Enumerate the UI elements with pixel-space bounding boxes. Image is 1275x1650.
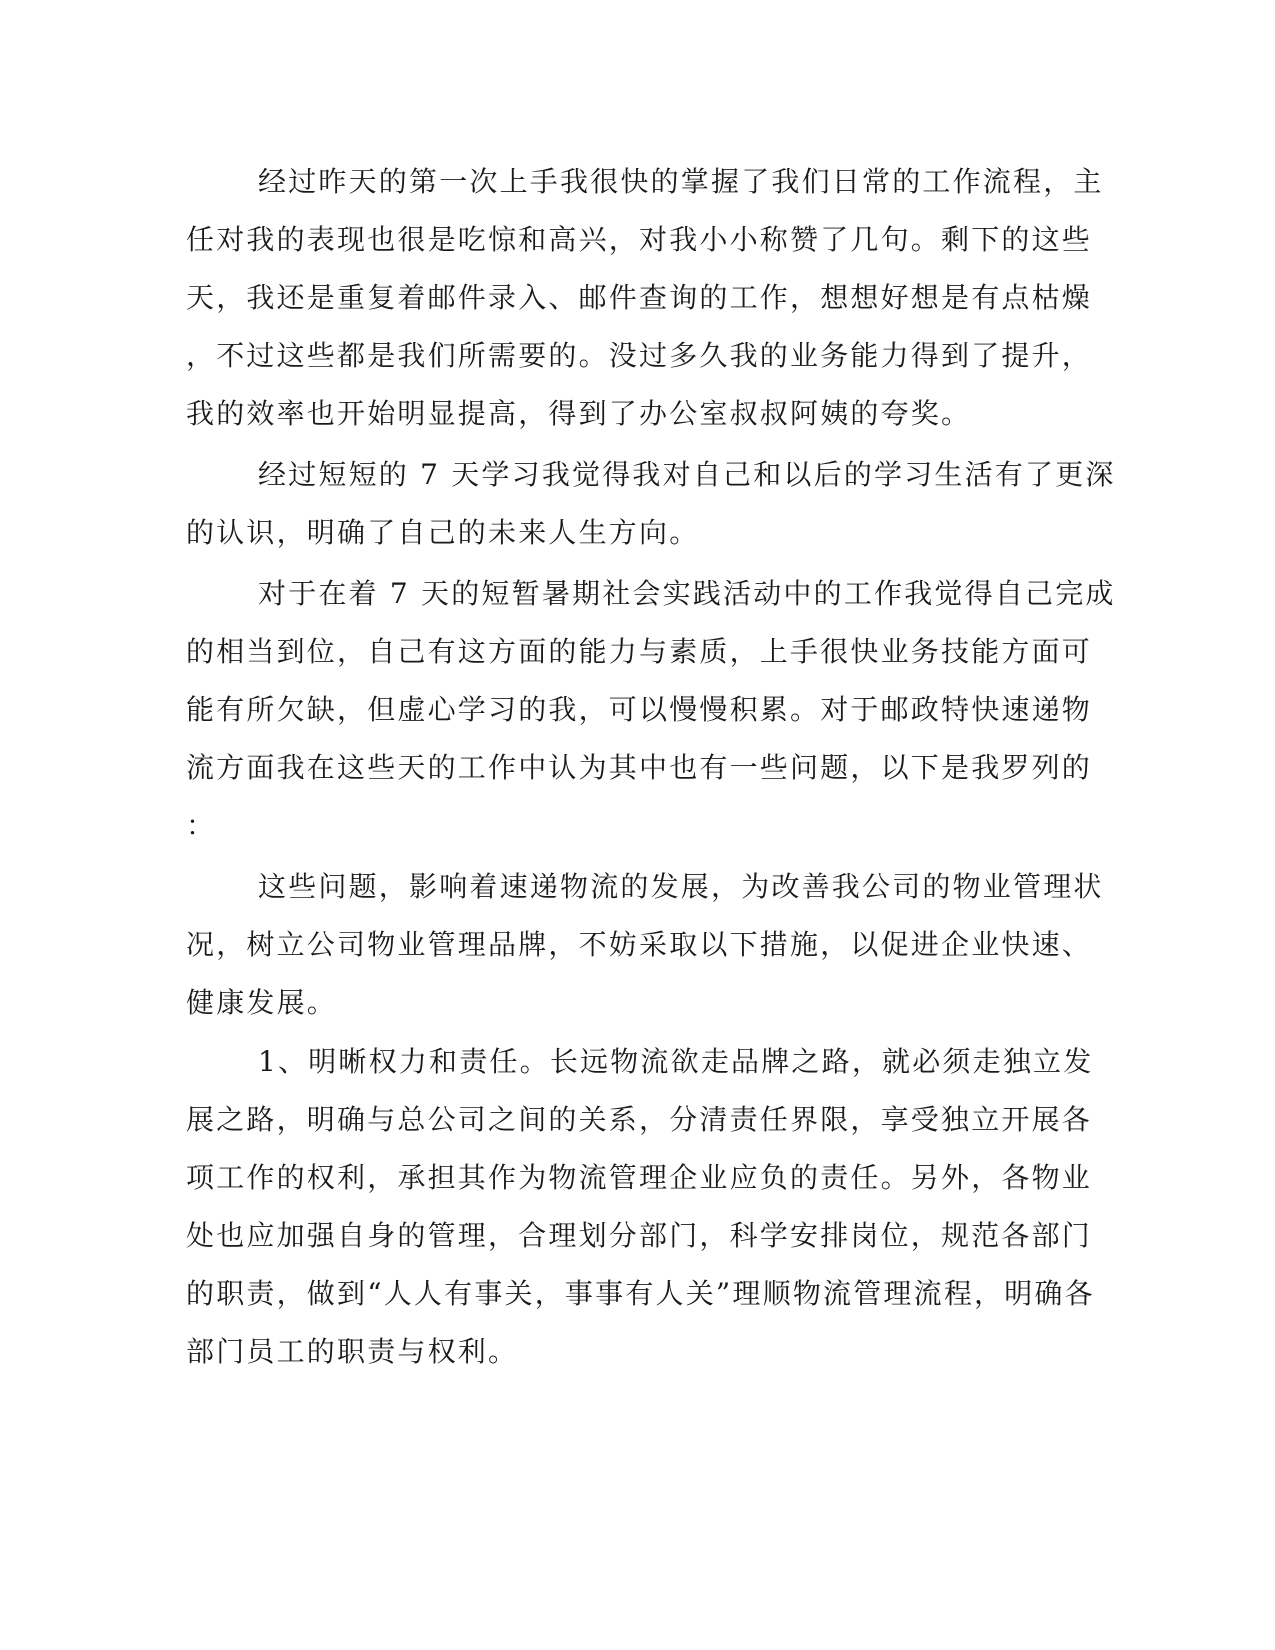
paragraph-line: 1、明晰权力和责任。长远物流欲走品牌之路，就必须走独立发 bbox=[258, 1045, 1094, 1078]
paragraph-line: 处也应加强自身的管理，合理划分部门，科学安排岗位，规范各部门 bbox=[186, 1219, 1093, 1252]
paragraph-line: ： bbox=[186, 809, 217, 842]
paragraph-line: 况，树立公司物业管理品牌，不妨采取以下措施，以促进企业快速、 bbox=[186, 928, 1093, 961]
paragraph-line: 经过短短的 7 天学习我觉得我对自己和以后的学习生活有了更深 bbox=[258, 458, 1116, 491]
paragraph-line: 我的效率也开始明显提高，得到了办公室叔叔阿姨的夸奖。 bbox=[186, 397, 972, 430]
paragraph-line: 项工作的权利，承担其作为物流管理企业应负的责任。另外，各物业 bbox=[186, 1161, 1093, 1194]
paragraph-line: 的相当到位，自己有这方面的能力与素质，上手很快业务技能方面可 bbox=[186, 635, 1093, 668]
paragraph-line: 天，我还是重复着邮件录入、邮件查询的工作，想想好想是有点枯燥 bbox=[186, 281, 1093, 314]
paragraph-line: 对于在着 7 天的短暂暑期社会实践活动中的工作我觉得自己完成 bbox=[258, 577, 1116, 610]
paragraph-line: 经过昨天的第一次上手我很快的掌握了我们日常的工作流程，主 bbox=[258, 165, 1104, 198]
paragraph-line: 任对我的表现也很是吃惊和高兴，对我小小称赞了几句。剩下的这些 bbox=[186, 223, 1093, 256]
paragraph-line: 的认识，明确了自己的未来人生方向。 bbox=[186, 516, 700, 549]
paragraph-line: 部门员工的职责与权利。 bbox=[186, 1335, 519, 1368]
paragraph-line: 展之路，明确与总公司之间的关系，分清责任界限，享受独立开展各 bbox=[186, 1103, 1093, 1136]
paragraph-line: 流方面我在这些天的工作中认为其中也有一些问题，以下是我罗列的 bbox=[186, 751, 1093, 784]
paragraph-line: ，不过这些都是我们所需要的。没过多久我的业务能力得到了提升， bbox=[186, 339, 1093, 372]
paragraph-line: 的职责，做到“人人有事关，事事有人关”理顺物流管理流程，明确各 bbox=[186, 1277, 1095, 1310]
paragraph-line: 这些问题，影响着速递物流的发展，为改善我公司的物业管理状 bbox=[258, 870, 1104, 903]
paragraph-line: 能有所欠缺，但虚心学习的我，可以慢慢积累。对于邮政特快速递物 bbox=[186, 693, 1093, 726]
paragraph-line: 健康发展。 bbox=[186, 986, 338, 1019]
